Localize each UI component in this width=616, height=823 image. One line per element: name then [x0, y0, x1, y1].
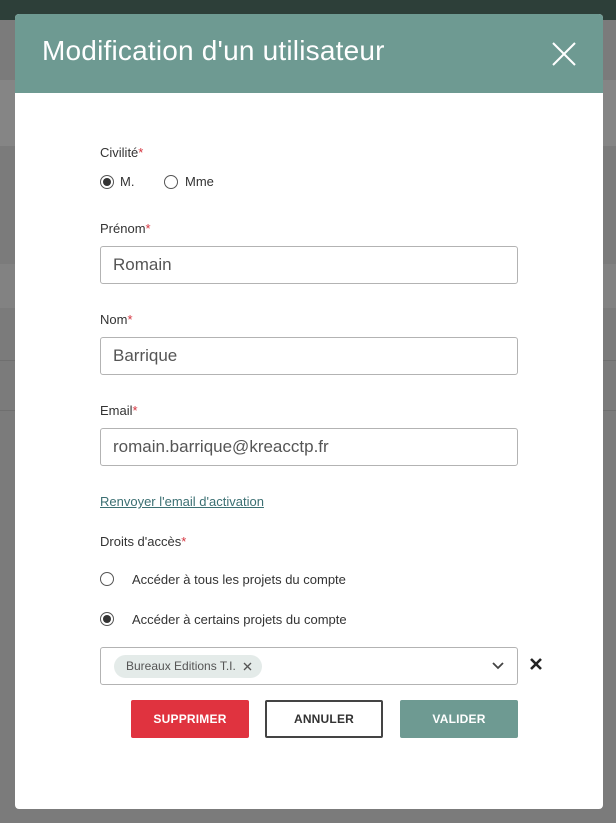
- validate-button[interactable]: VALIDER: [400, 700, 518, 738]
- email-label: Email*: [100, 403, 138, 418]
- droits-label: Droits d'accès*: [100, 534, 187, 549]
- civilite-option-m[interactable]: M.: [120, 174, 135, 189]
- prenom-input[interactable]: [100, 246, 518, 284]
- modal-title: Modification d'un utilisateur: [42, 35, 385, 66]
- project-tag-label: Bureaux Editions T.I.: [126, 659, 236, 673]
- nom-input[interactable]: [100, 337, 518, 375]
- delete-button[interactable]: SUPPRIMER: [131, 700, 249, 738]
- remove-tag-icon[interactable]: [242, 661, 253, 672]
- resend-activation-link[interactable]: Renvoyer l'email d'activation: [100, 494, 264, 509]
- civilite-radio-mme[interactable]: [164, 175, 178, 189]
- edit-user-modal: [15, 14, 603, 809]
- droits-option-some[interactable]: Accéder à certains projets du compte: [132, 612, 347, 627]
- close-icon[interactable]: [550, 40, 578, 68]
- chevron-down-icon[interactable]: [491, 661, 505, 671]
- project-tag: [114, 655, 262, 678]
- projects-select[interactable]: [100, 647, 518, 685]
- prenom-label: Prénom*: [100, 221, 151, 236]
- clear-selection-icon[interactable]: [529, 657, 543, 671]
- civilite-label: Civilité*: [100, 145, 144, 160]
- cancel-button[interactable]: ANNULER: [265, 700, 383, 738]
- droits-radio-some[interactable]: [100, 612, 114, 626]
- civilite-radio-m[interactable]: [100, 175, 114, 189]
- civilite-option-mme[interactable]: Mme: [185, 174, 214, 189]
- modal-header: [15, 14, 603, 93]
- email-input[interactable]: [100, 428, 518, 466]
- nom-label: Nom*: [100, 312, 133, 327]
- droits-radio-all[interactable]: [100, 572, 114, 586]
- droits-option-all[interactable]: Accéder à tous les projets du compte: [132, 572, 346, 587]
